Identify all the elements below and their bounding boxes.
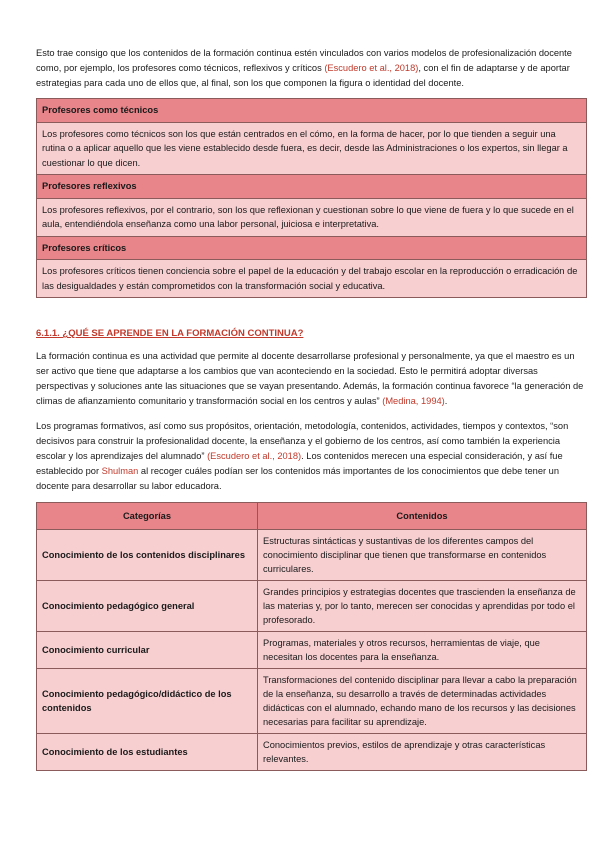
category-cell: Conocimiento pedagógico/didáctico de los contenidos [37,669,258,734]
citation-escudero[interactable]: (Escudero et al., 2018) [324,63,419,73]
continuous-training-paragraph [36,349,587,409]
content-cell: Grandes principios y estrategias docentes que trascienden la enseñanza de las materias y, por lo tanto, merecen ser conocidas y aprendidas por todo el profesorado. [258,581,587,632]
intro-text-b: , con el fin de adaptarse y de aportar estrategias para cada uno de ellos que, al final, son los que componen la figura o identidad del docente. [36,63,570,88]
section-heading[interactable]: 6.1.1. ¿QUÉ SE APRENDE EN LA FORMACIÓN CONTINUA? [36,328,304,339]
profile-body: Los profesores como técnicos son los que están centrados en el cómo, en la forma de hacer, por lo que tienden a seguir una rutina o a aplicar aquello que les viene establecido desde fuera, es decir, desde las Administraciones o los expertos, sin llegar a cuestionar lo que dicen. [37,122,587,175]
table-row [37,632,587,669]
training-programs-paragraph [36,419,587,494]
column-header-contents: Contenidos [258,503,587,530]
teacher-profiles-table [36,98,587,298]
content-cell: Transformaciones del contenido disciplinar para llevar a cabo la preparación de la enseñanza, su desarrollo a través de determinadas actividades didácticas con el alumnado, echando mano de los recursos y las decisiones necesarias para facilitar su aprendizaje. [258,669,587,734]
para3-text-c: al recoger cuáles podían ser los contenidos más importantes de los conocimientos que debe tener un docente para desarrollar su labor educadora. [36,466,560,491]
category-cell: Conocimiento curricular [37,632,258,669]
para2-text-a: La formación continua es una actividad que permite al docente desarrollarse profesional y personalmente, ya que el maestro es un ser activo que tiene que adaptarse a los cambios que van aconteciendo en la sociedad. Esto le permitirá adoptar diversas perspectivas y soluciones ante las situaciones que se vayan presentando. Además, la formación continua favorece “la generación de climas de afianzamiento comunitario y transformación social en los centros y aulas” [36,351,584,406]
category-cell: Conocimiento de los contenidos disciplinares [37,530,258,581]
intro-text-a: Esto trae consigo que los contenidos de la formación continua estén vinculados con varios modelos de profesionalización docente como, por ejemplo, los profesores como técnicos, reflexivos y críticos [36,48,572,73]
para3-text-a: Los programas formativos, así como sus propósitos, orientación, metodología, contenidos, actividades, tiempos y contextos, “son decisivos para construir la profesionalidad docente, la enseñanza y el gobierno de los centros, así como también la experiencia escolar y los aprendizajes del alumnado” [36,421,569,461]
para3-text-b: . Los contenidos merecen una especial consideración, y así fue establecido por [36,451,563,476]
table-row [37,530,587,581]
table-row [37,734,587,771]
para2-text-b: . [444,396,448,406]
profile-title: Profesores críticos [37,236,587,260]
profile-title: Profesores reflexivos [37,175,587,199]
table-row [37,669,587,734]
profile-body: Los profesores críticos tienen conciencia sobre el papel de la educación y del trabajo escolar en la reproducción o erradicación de las desigualdades y están comprometidos con la transformación social y educativa. [37,260,587,298]
document-page [36,46,587,771]
knowledge-categories-table [36,502,587,771]
intro-paragraph [36,46,587,91]
content-cell: Conocimientos previos, estilos de aprendizaje y otras características relevantes. [258,734,587,771]
citation-shulman[interactable]: Shulman [101,466,139,476]
content-cell: Programas, materiales y otros recursos, herramientas de viaje, que necesitan los docentes para la enseñanza. [258,632,587,669]
citation-escudero-2[interactable]: (Escudero et al., 2018) [207,451,302,461]
column-header-categories: Categorías [37,503,258,530]
category-cell: Conocimiento de los estudiantes [37,734,258,771]
table-row [37,581,587,632]
content-cell: Estructuras sintácticas y sustantivas de los diferentes campos del conocimiento disciplinar que tienen que transformarse en contenidos curriculares. [258,530,587,581]
category-cell: Conocimiento pedagógico general [37,581,258,632]
profile-body: Los profesores reflexivos, por el contrario, son los que reflexionan y cuestionan sobre lo que viene de fuera y lo que sucede en el aula, entendiéndola enseñanza como una labor personal, juiciosa e interpretativa. [37,198,587,236]
profile-title: Profesores como técnicos [37,99,587,123]
citation-medina[interactable]: (Medina, 1994) [382,396,445,406]
